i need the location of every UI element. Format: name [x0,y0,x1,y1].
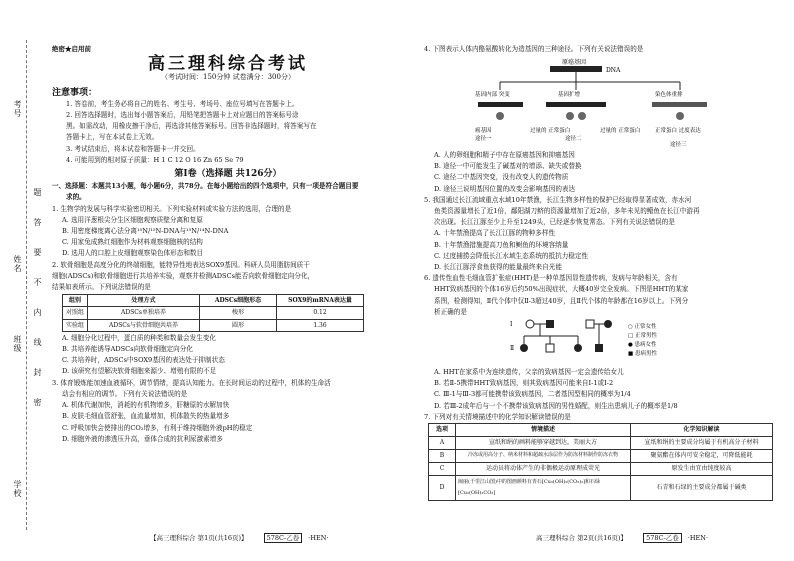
q5-stem: 5. 我国通过长江流域重点水域10年禁渔，长江生物多样性的保护已经取得显著成效，赤水河 [424,195,692,204]
right-region-tag: ·HEN· [687,534,709,542]
right-page-number: 高三理科综合 第2页(共16页)】 [536,534,628,542]
generation-label: Ⅰ [510,321,513,328]
q6-stem: HHT致病基因的个体16岁后约50%出现症状，大概40岁完全发病。下图是HHT的某家 [434,285,689,294]
q7-table-cell: A [429,437,456,450]
notice-item: 4. 可能用到的相对原子质量：H 1 C 12 O 16 Zn 65 Se 79 [66,155,244,164]
notice-list [52,99,404,166]
q2-table-header: SOX9的mRNA表达量 [277,295,364,307]
pedigree-male-normal [586,320,594,328]
pedigree-legend: □ 正常男性 [628,333,657,339]
seal-char: 不 [33,278,42,287]
notice-heading: 注意事项： [52,87,98,98]
q7-table-header: 化学知识解读 [631,424,773,437]
q6-pedigree [510,316,690,366]
q1-option: C. 用家兔成熟红细胞作为材料观察细胞核的结构 [62,238,203,247]
q7-table-cell: B [429,450,456,463]
q7-table-cell: 冷冻或用高分子、纳米材料和超疏水涂层作为防冻材料制作防冻衣物 [456,450,631,463]
seal-char: 封 [33,368,42,377]
pedigree-male-normal [546,344,554,352]
q5-option: D. 长江江豚浮食鱼获得的能量最终来自光能 [434,263,562,272]
seal-char: 题 [33,188,42,197]
q7-table [428,423,773,501]
right-paper-code: 578C-乙卷 [643,533,682,543]
q2-stem: 2. 软骨细胞是高度分化的终端细胞，能特异性地表达SOX9基因。科研人员用脂肪间质干 [52,260,310,269]
q3-stem: 3. 体育锻炼能加速血液循环，调节情绪，提高认知能力。在长时间运动的过程中，机体的生命活 [52,378,331,387]
secret-mark: 绝密★启用前 [52,45,91,53]
q6-option: D. 若Ⅲ-2成年后与一个不携带该致病基因的男性婚配，则生出患病儿子的概率是1/8 [434,401,678,410]
diagram-dna-label: DNA [606,67,621,74]
notice-item: 答题卡上，写在本试卷上无效。 [66,133,159,142]
q2-option: D. 该研究有望解决软骨细胞来源少、增殖有限的不足 [62,367,217,376]
diagram-path-label: 染色体重排 [655,92,683,98]
q5-option: C. 过度捕捞会降低长江水域生态系统的抵抗力稳定性 [434,251,589,260]
q2-table-cell: 对照组 [63,307,88,319]
diagram-path-label: 基因扩增 [558,92,581,98]
q2-table-header: ADSCs细胞形态 [200,295,277,307]
pedigree-female-affected [520,344,528,352]
q2-table-cell: ADSCs单独培养 [88,307,200,319]
right-footer [536,533,708,542]
pedigree-legend: ○ 正常女性 [628,324,657,330]
q5-stem: 次出现。长江江豚至少上升至1249头，已经逐步恢复常态。下列有关说法错误的是 [434,218,675,227]
diagram-path-label: 基因内部 突变 [475,92,510,98]
generation-label: Ⅱ [510,345,515,352]
diagram-proto-oncogene-label: 原癌基因 [562,59,587,66]
q4-option: D. 途径三说明基因位置的改变会影响基因的表达 [434,184,576,193]
q7-stem: 7. 下列对有关情境描述中的化学知识解读错误的是 [424,412,571,421]
diagram-result-label: 途径二 [565,136,582,142]
gene-bar [478,102,523,107]
q3-option: B. 皮肤毛细血管舒张，血流量增加，机体散失的热量增多 [62,412,230,421]
exam-number-label: 考号 [13,100,22,118]
q7-table-cell: D [429,476,456,501]
left-footer [150,533,329,542]
q2-option: A. 细胞分化过程中，蛋白质的种类和数量会发生变化 [62,333,217,342]
gene-bar [652,102,707,107]
q3-option: C. 呼吸加快会使排出的CO₂增多，有利于维持细胞外液pH的稳定 [62,423,253,432]
notice-item: 3. 考试结束后，将本试卷和答题卡一并交回。 [66,144,200,153]
pedigree-female-affected [604,320,612,328]
q1-option: D. 选用人的口腔上皮细胞观察染色体形态和数目 [62,249,204,258]
protein-icon [676,112,684,120]
pedigree-legend: ● 患病女性 [628,342,657,348]
q6-option: A. HHT在家系中为连续遗传，父亲的致病基因一定会遗传给女儿 [434,368,624,376]
q3-stem: 动会有相应的调节。下列有关说法错误的是 [62,389,188,398]
q5-option: A. 十年禁渔提高了长江江豚的物种多样性 [434,229,556,238]
left-region-tag: ·HEN· [308,534,329,542]
q2-option: B. 共培养能诱导ADSCs向软骨细胞定向分化 [62,345,193,354]
q2-table-cell: 0.12 [277,307,364,319]
left-page-number: 【高三理科综合 第1页(共16页)】 [150,534,248,542]
q7-table-cell: 运动员将动体产生的非偶极运动原理成荧光 [456,463,631,476]
left-page [52,44,404,445]
seal-char: 线 [33,338,42,347]
diagram-result-label: 正常蛋白 过度表达 [655,128,701,134]
pedigree-male-affected [546,320,554,328]
q6-stem: 系图，检测得知，Ⅱ代个体中仅Ⅱ-3超过40岁，且Ⅱ代个体的年龄都在16岁以上。下列分 [434,296,689,305]
exam-subtitle: （考试时间：150分钟 试卷满分：300分） [161,73,295,82]
q3-option: A. 机体代谢加快，消耗的有机物增多，肝糖原的水解加快 [62,401,230,410]
notice-item: 1. 答卷前，考生务必将自己的姓名、考生号、考场号、座位号填写在答题卡上。 [66,99,299,108]
q6-stem: 析正确的是 [434,307,467,316]
protein-icon [578,112,586,120]
right-page-lower [424,367,786,501]
protein-icon [496,112,504,120]
q4-option: A. 人的卵细胞和精子中存在原癌基因和抑癌基因 [434,151,575,159]
part1-heading: 第Ⅰ卷（选择题 共126分） [174,169,282,180]
exam-title: 高三理科综合考试 [148,54,308,75]
name-label: 姓名 [13,255,22,273]
q7-table-cell: 闽丽(千里江山图)中的图画颜料有青石[Cu₃(OH)₂(CO₃)₂]和石绿[Cu₂(OH)₂CO₃] [456,476,631,501]
part1-instruction: 一、选择题：本题共13小题，每小题6分，共78分。在每小题给出的四个选项中，只有一项是符合题目要 [52,182,359,191]
notice-item: 黑。如需改动，用橡皮擦干净后，再选涂其他答案标号。回答非选择题时，将答案写在 [66,122,317,131]
right-page-body [424,150,786,318]
q7-table-cell: 石青和石绿的主要成分都属于碱类 [631,476,773,501]
q7-table-cell: 聚氨酯在体内可安全稳定，可降低能耗 [631,450,773,463]
q4-oncogene-diagram [470,56,720,152]
part1-instruction: 求的。 [66,193,86,202]
q7-table-cell: 原发生由宜由纯度较高 [631,463,773,476]
seal-line [26,40,27,530]
q2-stem: 细胞(ADSCs)和软骨细胞进行共培养实验，观察并检测ADSCs能否向软骨细胞定向分化， [52,271,315,280]
q2-table-cell: 1.36 [277,319,364,331]
q7-table-cell: C [429,463,456,476]
q7-table-header: 情境描述 [456,424,631,437]
seal-char: 内 [33,308,42,317]
class-label: 班级 [13,335,22,353]
pedigree-female-normal [526,320,534,328]
diagram-result-label: 途径一 [475,136,492,142]
protein-icon [566,112,574,120]
q2-table-cell: 圆形 [200,319,277,331]
q1-option: A. 选用洋葱根尖分生区细胞观察质壁分离和复原 [62,215,203,224]
q2-table-header: 处理方式 [88,295,200,307]
right-page [424,44,786,55]
diagram-result-label: 过量的 正常蛋白 [530,128,571,134]
q7-table-cell: 宣纸和绢的主要成分均属于有机高分子材料 [631,437,773,450]
q6-stem: 6. 遗传性血性毛细血管扩张症(HHT)是一种单基因显性遗传病，发病与年龄相关，含有 [424,274,678,283]
q1-stem: 1. 生物学的发展与科学实验密切相关。下列实验材料或实验方法的选用，合理的是 [52,204,292,213]
seal-char: 密 [33,398,42,407]
q6-option: B. 若Ⅱ-5携带HHT致病基因，则其致病基因可能来自Ⅰ-1或Ⅰ-2 [434,379,614,388]
pedigree-legend: ■ 患病男性 [628,351,657,357]
q2-option: C. 共培养时，ADSCs中SOX9基因的表达处于抑制状态 [62,356,225,365]
q6-option: C. Ⅲ-1与Ⅲ-3都可能携带该致病基因，二者基因型相同的概率为1/4 [434,390,631,399]
q2-table-header: 组别 [63,295,88,307]
pedigree-female-affected [574,344,582,352]
q5-option: B. 十年禁渔措施提高刀鱼和鲥鱼的环境容纳量 [434,240,569,249]
q2-table-cell: 实验组 [63,319,88,331]
diagram-result-label: 途径三 [670,142,687,148]
diagram-result-label: 癌基因 [475,128,492,134]
q4-stem: 4. 下图表示人体内酪氨酸转化为造基因的三种途径。下列有关说法错误的是 [424,45,644,53]
q1-option: B. 用密度梯度离心法分离¹⁵N/¹⁵N-DNA与¹⁵N/¹⁴N-DNA [62,227,229,236]
gene-bar [546,102,606,107]
q7-table-cell: 宣纸和绢的画料能够穿越到达，美丽大方 [456,437,631,450]
q7-table-header: 选项 [429,424,456,437]
q3-option: D. 细胞外液的渗透压升高，垂体合成的抗利尿激素增多 [62,434,223,443]
seal-char: 要 [33,248,42,257]
q2-stem: 结果如表所示。下列说法错误的是 [52,283,151,292]
school-label: 学校 [13,480,22,498]
q2-table-cell: 梭形 [200,307,277,319]
q5-stem: 鱼类资源量增长了近1倍，鄱阳湖刀鲚的资源量增加了近2倍，多年未见的鳤鱼在长江中游再 [434,207,700,216]
q4-option: C. 途径二中基因突变，没有改变人的遗传物质 [434,173,569,182]
diagram-result-label: 过量的 正常蛋白 [600,128,641,134]
q2-table-cell: ADSCs与软骨细胞共培养 [88,319,200,331]
binding-sidebar [0,0,40,561]
q4-option: B. 途径一中可能发生了碱基对的增添、缺失或替换 [434,162,582,171]
pedigree-male-affected [595,344,603,352]
q2-table [62,294,364,332]
seal-char: 答 [33,218,42,227]
notice-item: 2. 回答选择题时，选出每小题答案后，用铅笔把答题卡上对应题目的答案标号涂 [66,111,299,120]
left-paper-code: 578C-乙卷 [264,533,303,543]
dna-bar [550,66,602,72]
